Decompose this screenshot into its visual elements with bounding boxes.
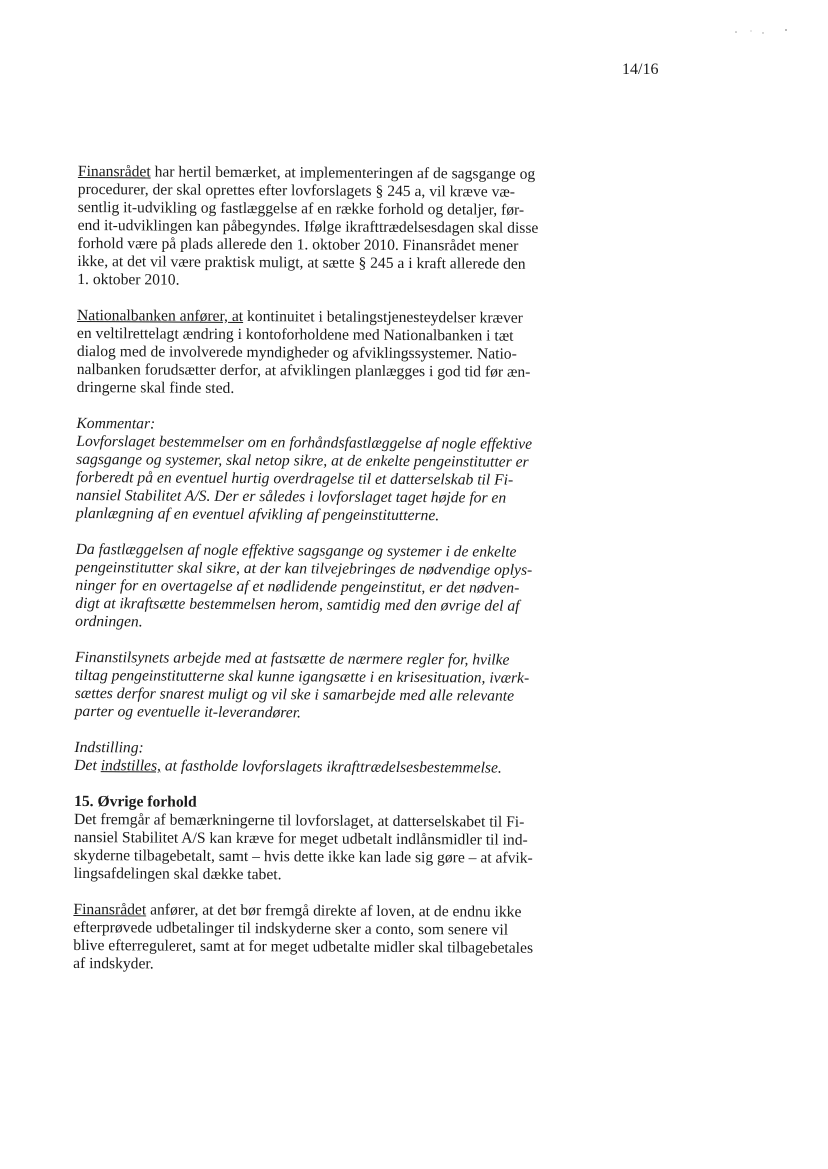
- kommentar-paragraph-3: Finanstilsynets arbejde med at fastsætte de nærmere regler for, hvilke tiltag pengeinstitutterne skal kunne igangsætte i en krisesituation, iværk- sættes derfor snarest muligt og vil ske i samarbejde med alle relevante parter og eventuelle it-leverandører.: [74, 648, 530, 722]
- indstilling-heading: Indstilling:: [74, 738, 144, 757]
- paragraph-finansraadet-2: [73, 901, 557, 976]
- indstilling-text: [74, 757, 558, 778]
- entity-name: Finansrådet: [77, 163, 151, 181]
- paragraph-nationalbanken: [77, 307, 562, 400]
- paragraph-text: kontinuitet i betalingstjenesteydelser kræver en veltilrettelagt ændring i kontoforholdene med Nationalbanken i tæt dialog med de involverede myndigheder og afviklingssystemer. Natio- nalbanken forudsætter derfor, at afviklingen planlægges i god tid før æn- dringerne skal finde sted.: [76, 308, 531, 397]
- kommentar-paragraph-1: Lovforslaget bestemmelser om en forhåndsfastlæggelse af nogle effektive sagsgange og systemer, skal netop sikre, at de enkelte pengeinstitutter er forberedt på en eventuel hurtig overdragelse til et datterselskab til Fi- nansiel Stabilitet A/S. Der er således i lovforslaget taget højde for en planlægning af en eventuel afvikling af pengeinstitutterne.: [75, 432, 533, 525]
- entity-name: Nationalbanken anfører, at: [77, 306, 244, 326]
- kommentar-heading: Kommentar:: [76, 414, 156, 433]
- section-15-heading: 15. Øvrige forhold: [74, 792, 197, 811]
- entity-name: Finansrådet: [73, 900, 147, 919]
- indstilling-underlined: indstilles,: [100, 757, 162, 775]
- paragraph-text: anfører, at det bør fremgå direkte af loven, at de endnu ikke efterprøvede udbetalinger til indskyderne sker a conto, som senere vil blive efterreguleret, samt at for meget udbetalte midler skal tilbagebetales af indskyder.: [73, 901, 534, 973]
- indstilling-prefix: Det: [74, 756, 101, 775]
- document-body: [73, 163, 562, 976]
- scan-specks: [733, 24, 793, 36]
- indstilling-rest: at fastholde lovforslagets ikrafttrædelsesbestemmelse.: [160, 757, 502, 777]
- section-15-text: Det fremgår af bemærkningerne til lovforslaget, at datterselskabet til Fi- nansiel Stabilitet A/S kan kræve for meget udbetalt indlånsmidler til ind- skyderne tilbagebetalt, samt – hvis dette ikke kan lade sig gøre – at afvik- lingsafdelingen skal dække tabet.: [73, 810, 533, 884]
- page-number: 14/16: [622, 61, 659, 78]
- paragraph-finansraadet-1: [77, 163, 562, 292]
- kommentar-paragraph-2: Da fastlæggelsen af nogle effektive sagsgange og systemer i de enkelte pengeinstitutter skal sikre, at der kan tilvejebringes de nødvendige oplys- ninger for en overtagelse af et nødlidende pengeinstitut, er det nødven- digt at ikraftsætte bestemmelsen herom, samtidig med den øvrige del af ordningen.: [75, 540, 533, 631]
- paragraph-text: har hertil bemærket, at implementeringen af de sagsgange og procedurer, der skal oprettes efter lovforslagets § 245 a, vil kræve væ- sentlig it-udvikling og fastlæggelse af en række forhold og detaljer, før- end it-udviklingen kan påbegyndes. Ifølge ikrafttrædelsesdagen skal disse forhold være på plads allerede den 1. oktober 2010. Finansrådet mener ikke, at det vil være praktisk muligt, at sætte § 245 a i kraft allerede den 1. oktober 2010.: [77, 163, 539, 289]
